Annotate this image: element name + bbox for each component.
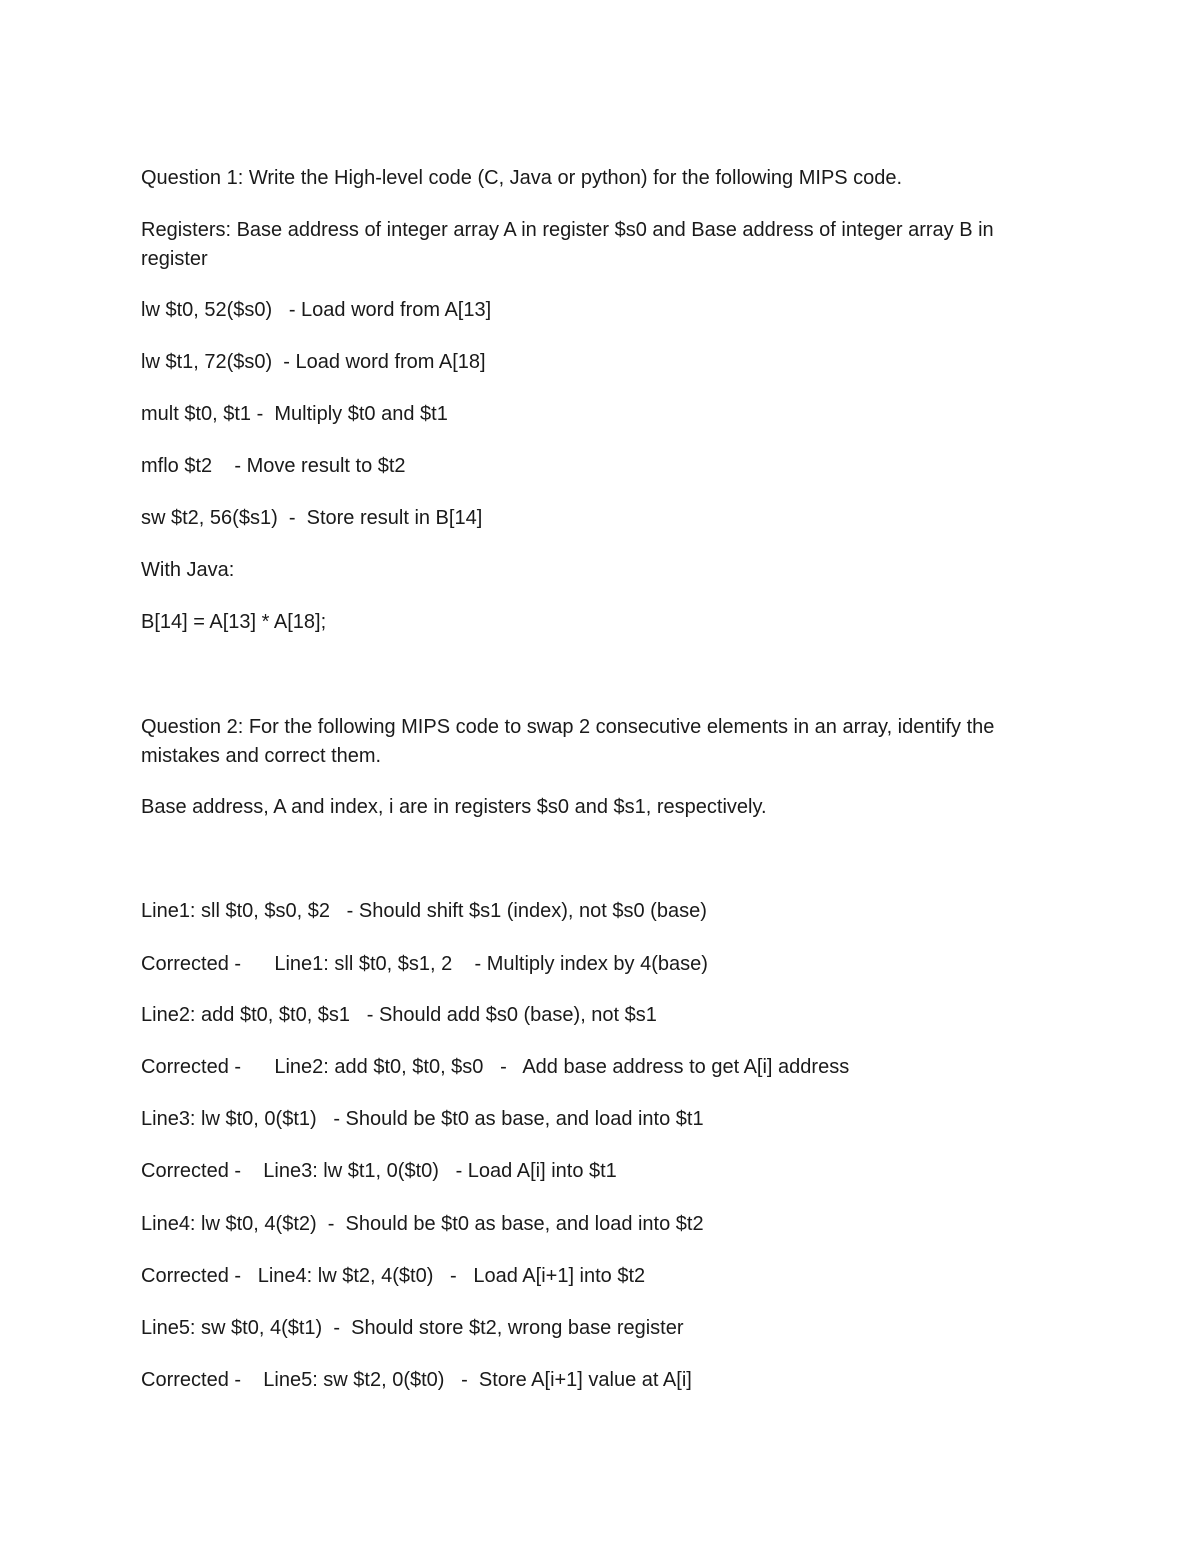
with-java-label: With Java: (141, 559, 235, 581)
mips-line-3: mult $t0, $t1 - Multiply $t0 and $t1 (141, 403, 448, 425)
q2-line-3: Line3: lw $t0, 0($t1) - Should be $t0 as base, and load into $t1 (141, 1108, 704, 1130)
question-2-title: Question 2: For the following MIPS code to swap 2 consecutive elements in an array, identify the mistakes and correct them. (141, 716, 995, 767)
q2-line-2: Line2: add $t0, $t0, $s1 - Should add $s0 (base), not $s1 (141, 1004, 657, 1026)
q2-line-5: Line5: sw $t0, 4($t1) - Should store $t2, wrong base register (141, 1317, 684, 1339)
q2-line-5-corrected: Corrected - Line5: sw $t2, 0($t0) - Store A[i+1] value at A[i] (141, 1369, 692, 1391)
mips-line-5: sw $t2, 56($s1) - Store result in B[14] (141, 507, 483, 529)
q2-line-4-corrected: Corrected - Line4: lw $t2, 4($t0) - Load A[i+1] into $t2 (141, 1265, 646, 1287)
java-code: B[14] = A[13] * A[18]; (141, 611, 327, 633)
question-1-title: Question 1: Write the High-level code (C, Java or python) for the following MIPS code. (141, 167, 903, 189)
q2-line-1: Line1: sll $t0, $s0, $2 - Should shift $s1 (index), not $s0 (base) (141, 900, 707, 922)
q2-line-1-corrected: Corrected - Line1: sll $t0, $s1, 2 - Multiply index by 4(base) (141, 953, 708, 975)
mips-line-2: lw $t1, 72($s0) - Load word from A[18] (141, 351, 486, 373)
q2-line-2-corrected: Corrected - Line2: add $t0, $t0, $s0 - Add base address to get A[i] address (141, 1056, 850, 1078)
mips-line-1: lw $t0, 52($s0) - Load word from A[13] (141, 299, 492, 321)
question-1-registers: Registers: Base address of integer array A in register $s0 and Base address of integer array B in register (141, 219, 994, 270)
mips-line-4: mflo $t2 - Move result to $t2 (141, 455, 406, 477)
q2-line-3-corrected: Corrected - Line3: lw $t1, 0($t0) - Load A[i] into $t1 (141, 1160, 617, 1182)
q2-line-4: Line4: lw $t0, 4($t2) - Should be $t0 as base, and load into $t2 (141, 1213, 704, 1235)
question-2-base: Base address, A and index, i are in registers $s0 and $s1, respectively. (141, 796, 767, 818)
